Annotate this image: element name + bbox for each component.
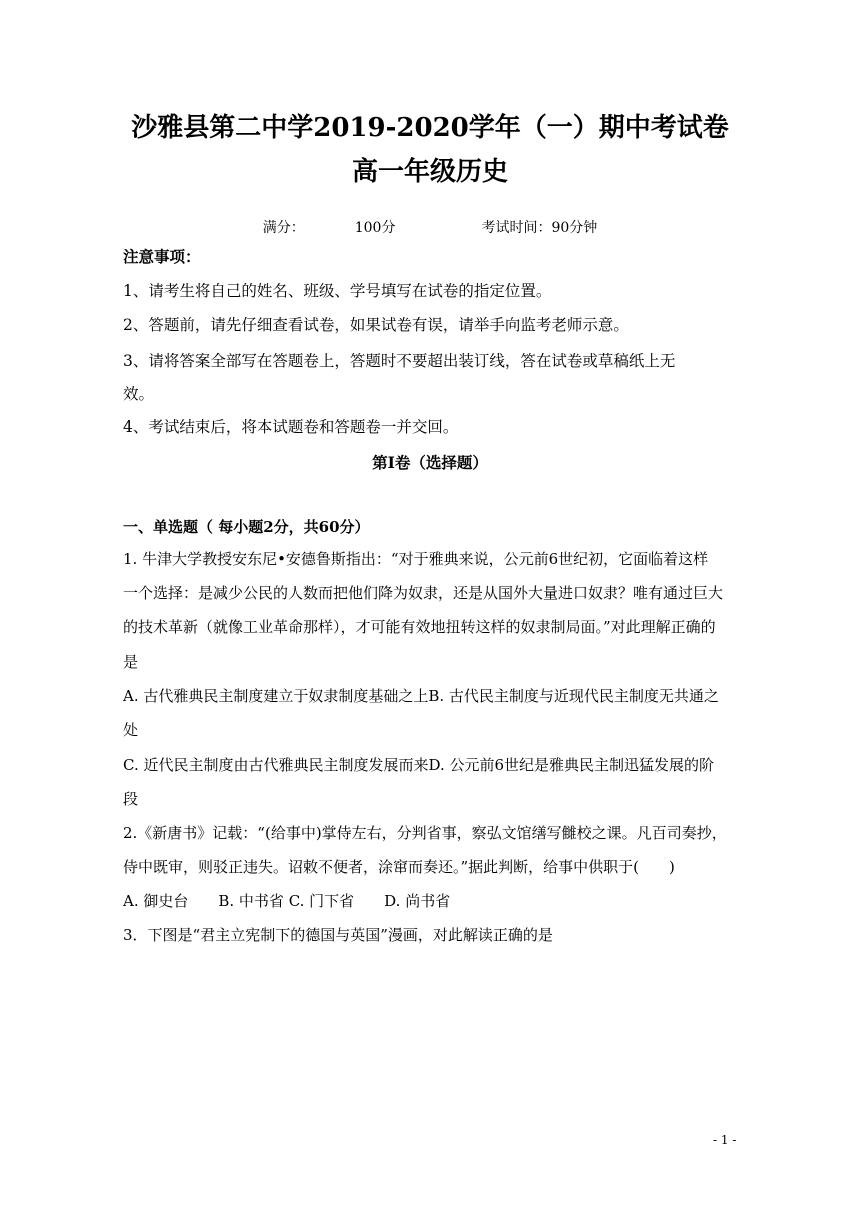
- question-1-line: 的技术革新（就像工业革命那样），才可能有效地扭转这样的奴隶制局面。”对此理解正确的: [123, 618, 716, 636]
- question-1-option: 段: [123, 790, 139, 808]
- notice-item-continuation: 效。: [123, 385, 155, 403]
- notice-heading: 注意事项：: [123, 247, 201, 266]
- question-3-line: 3．下图是“君主立宪制下的德国与英国”漫画，对此解读正确的是: [123, 926, 553, 944]
- score-value: 100分: [354, 220, 396, 236]
- notice-item: 1、请考生将自己的姓名、班级、学号填写在试卷的指定位置。: [123, 282, 552, 300]
- question-2-options: A. 御史台 B. 中书省 C. 门下省 D. 尚书省: [123, 892, 451, 910]
- exam-subtitle: 高一年级历史: [351, 157, 508, 187]
- notice-item: 4、考试结束后，将本试题卷和答题卷一并交回。: [123, 418, 459, 436]
- question-1-line: 一个选择：是减少公民的人数而把他们降为奴隶，还是从国外大量进口奴隶？唯有通过巨大: [123, 584, 724, 602]
- question-2-line: 2.《新唐书》记载：“(给事中)掌侍左右，分判省事，察弘文馆缮写雠校之课。凡百司奏抄，: [123, 824, 727, 842]
- notice-item: 3、请将答案全部写在答题卷上，答题时不要超出装订线，答在试卷或草稿纸上无: [123, 352, 676, 370]
- part-heading: 一、单选题（ 每小题2分，共60分）: [123, 518, 370, 536]
- notice-item: 2、答题前，请先仔细查看试卷，如果试卷有误，请举手向监考老师示意。: [123, 316, 629, 334]
- time-label: 考试时间：90分钟: [481, 220, 598, 236]
- question-2-line: 侍中既审，则驳正违失。诏敕不便者，涂窜而奏还。”据此判断，给事中供职于( ): [123, 858, 675, 876]
- question-1-option: A. 古代雅典民主制度建立于奴隶制度基础之上B. 古代民主制度与近现代民主制度无共通之: [123, 687, 719, 705]
- exam-meta: [0, 218, 860, 238]
- question-1-line: 1. 牛津大学教授安东尼•安德鲁斯指出：“对于雅典来说，公元前6世纪初，它面临着这样: [123, 550, 709, 568]
- question-1-line: 是: [123, 653, 139, 671]
- page-number: - 1 -: [713, 1133, 737, 1147]
- exam-title: 沙雅县第二中学2019-2020学年（一）期中考试卷: [131, 113, 729, 143]
- section-heading: 第I卷（选择题）: [372, 453, 488, 472]
- score-label: 满分：: [262, 220, 305, 236]
- question-1-option: 处: [123, 721, 139, 739]
- question-1-option: C. 近代民主制度由古代雅典民主制度发展而来D. 公元前6世纪是雅典民主制迅猛发展的阶: [123, 756, 715, 774]
